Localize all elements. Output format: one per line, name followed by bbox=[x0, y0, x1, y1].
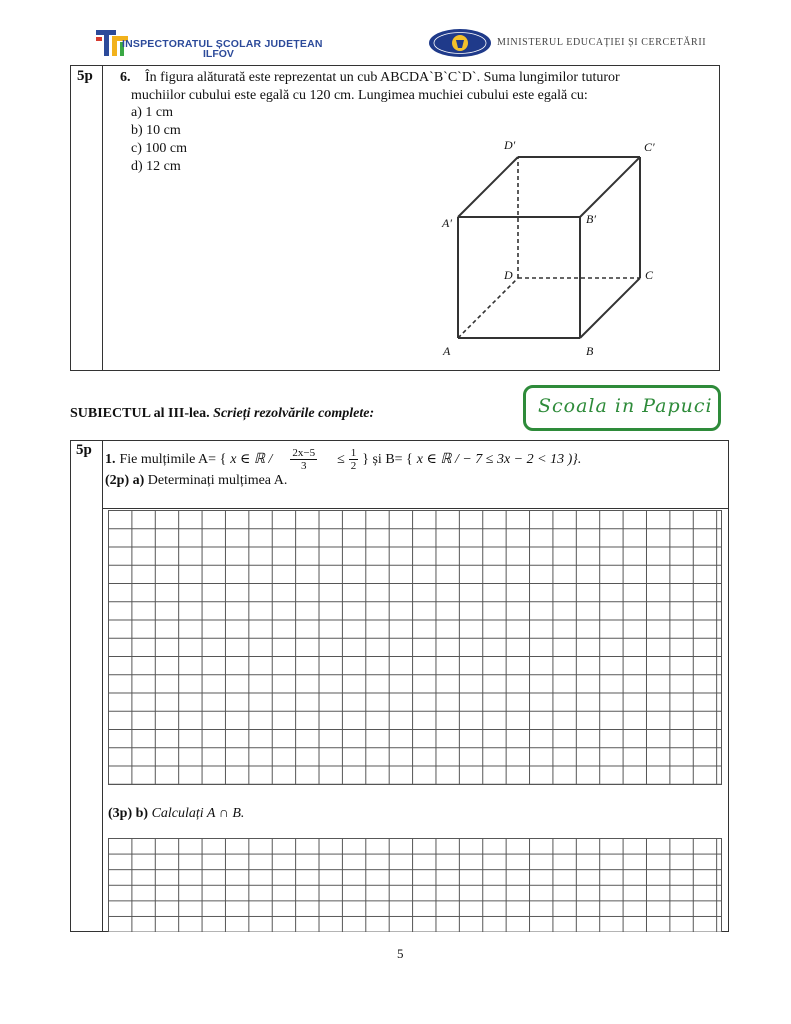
option-d-letter: d) bbox=[131, 159, 143, 174]
option-d bbox=[131, 158, 181, 176]
option-b-text: 10 cm bbox=[146, 123, 181, 138]
exercise-1-number: 1. bbox=[105, 451, 116, 467]
leq-symbol: ≤ bbox=[337, 451, 345, 467]
question-6-points: 5p bbox=[77, 68, 93, 84]
half-denominator: 2 bbox=[350, 460, 357, 472]
label-b-prime: B′ bbox=[586, 212, 596, 226]
option-b bbox=[131, 122, 181, 140]
subject-3-label: SUBIECTUL al III-lea. bbox=[70, 406, 210, 421]
part-b-text: Calculați A ∩ B. bbox=[151, 806, 245, 821]
half-numerator: 1 bbox=[350, 447, 357, 459]
edge-bpcp bbox=[580, 157, 640, 217]
fraction-2x-5-over-3 bbox=[290, 447, 317, 472]
exercise-1-divider bbox=[102, 440, 103, 932]
answer-grid-a[interactable] bbox=[108, 510, 722, 785]
exercise-1-header-rule bbox=[102, 508, 729, 509]
part-b-points: (3p) b) bbox=[108, 806, 149, 821]
government-seal-icon bbox=[428, 28, 492, 58]
part-b-line bbox=[108, 806, 244, 822]
question-6-text-1: În figura alăturată este reprezentat un cub ABCDA`B`C`D`. Suma lungimilor tuturor bbox=[145, 70, 620, 85]
fraction-denominator: 3 bbox=[300, 460, 307, 472]
fraction-numerator: 2x−5 bbox=[292, 447, 316, 459]
part-a-points: (2p) a) bbox=[105, 473, 145, 488]
page-number: 5 bbox=[397, 946, 404, 961]
option-c bbox=[131, 140, 187, 158]
ministry-name: MINISTERUL EDUCAȚIEI ȘI CERCETĂRII bbox=[497, 37, 707, 48]
label-b: B bbox=[586, 344, 594, 358]
label-c-prime: C′ bbox=[644, 140, 655, 154]
exercise-1-intro: Fie mulțimile A= { bbox=[119, 451, 227, 467]
option-a bbox=[131, 104, 173, 122]
answer-grid-b[interactable] bbox=[108, 838, 722, 932]
exercise-1-points: 5p bbox=[76, 442, 92, 458]
part-a-line bbox=[105, 473, 287, 489]
part-a-text: Determinați mulțimea A. bbox=[147, 473, 288, 488]
isj-county: ILFOV bbox=[203, 48, 234, 60]
edge-apdp bbox=[458, 157, 518, 217]
question-6-number: 6. bbox=[120, 70, 131, 85]
edge-bc bbox=[580, 278, 640, 338]
edge-ad-hidden bbox=[458, 278, 518, 338]
fraction-one-half bbox=[349, 447, 359, 472]
question-6-divider bbox=[102, 65, 103, 371]
label-a: A bbox=[443, 344, 451, 358]
set-b-intro: } și B= { bbox=[362, 451, 413, 467]
isj-name: INSPECTORATUL ȘCOLAR JUDEȚEAN bbox=[122, 38, 323, 50]
set-a-condition: x ∈ ℝ / bbox=[230, 452, 273, 467]
option-d-text: 12 cm bbox=[146, 159, 181, 174]
question-6-text-2: muchiilor cubului este egală cu 120 cm. Lungimea muchiei cubului este egală cu: bbox=[131, 88, 588, 103]
label-d: D bbox=[504, 268, 513, 282]
option-b-letter: b) bbox=[131, 123, 143, 138]
school-stamp-text: Scoala in Papuci bbox=[538, 395, 713, 417]
label-c: C bbox=[645, 268, 654, 282]
option-c-text: 100 cm bbox=[145, 141, 187, 156]
exercise-1-statement bbox=[105, 447, 581, 472]
government-seal bbox=[428, 28, 492, 58]
option-c-letter: c) bbox=[131, 141, 142, 156]
option-a-letter: a) bbox=[131, 105, 142, 120]
option-a-text: 1 cm bbox=[145, 105, 173, 120]
subject-3-title bbox=[70, 406, 374, 422]
cube-figure bbox=[430, 135, 670, 365]
label-a-prime: A′ bbox=[442, 216, 452, 230]
label-d-prime: D′ bbox=[504, 138, 516, 152]
subject-3-instructions: Scrieți rezolvările complete: bbox=[213, 406, 375, 421]
set-b-condition: x ∈ ℝ / − 7 ≤ 3x − 2 < 13 )}. bbox=[416, 452, 582, 467]
